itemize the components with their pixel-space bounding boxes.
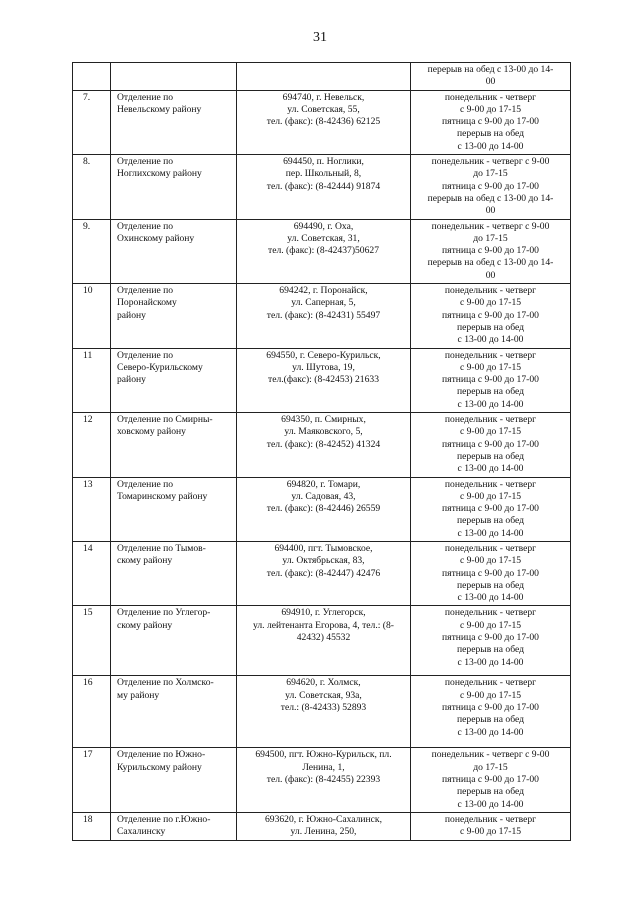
table-row [73, 748, 571, 812]
department-name-cell [111, 541, 237, 605]
table-row [73, 541, 571, 605]
address-cell-line: 694740, г. Невельск, [282, 91, 365, 103]
department-name-cell-line: Отделение по [117, 285, 174, 297]
department-name-cell-line: Отделение по [117, 156, 174, 168]
department-name-cell-line: Отделение по Холмско- [117, 677, 214, 689]
working-hours-cell-line: понедельник - четверг [444, 813, 537, 825]
department-name-cell-line: Северо-Курильскому [117, 361, 203, 373]
department-name-cell-line: Отделение по Южно- [117, 749, 206, 761]
working-hours-cell [411, 676, 571, 748]
working-hours-cell [411, 413, 571, 477]
address-cell-line: 42432) 45532 [296, 632, 351, 644]
address-cell-line: тел. (факс): (8-42444) 91874 [266, 180, 381, 192]
department-name-cell-line: Невельскому району [117, 103, 202, 115]
working-hours-cell-line: с 9-00 до 17-15 [459, 490, 522, 502]
address-cell-line: 694242, г. Поронайск, [279, 285, 368, 297]
department-name-cell-line: Отделение по Углегор- [117, 607, 211, 619]
working-hours-cell [411, 812, 571, 840]
table-row [73, 413, 571, 477]
working-hours-cell-line: понедельник - четверг [444, 677, 537, 689]
row-number-cell: 14 [73, 541, 111, 605]
working-hours-cell-line: понедельник - четверг с 9-00 [431, 156, 550, 168]
table-row [73, 477, 571, 541]
working-hours-cell-line: с 9-00 до 17-15 [459, 555, 522, 567]
row-number-cell: 17 [73, 748, 111, 812]
address-cell-line: ул. Октябрьская, 83, [282, 555, 365, 567]
department-table [72, 62, 571, 841]
address-cell-line: ул. Ленина, 250, [290, 826, 357, 838]
working-hours-cell-line: с 9-00 до 17-15 [459, 619, 522, 631]
department-name-cell-line: ховскому району [117, 426, 186, 438]
address-cell [237, 284, 411, 348]
working-hours-cell-line: пятница с 9-00 до 17-00 [442, 116, 539, 128]
working-hours-cell-line: с 9-00 до 17-15 [459, 361, 522, 373]
working-hours-cell-line: перерыв на обед с 13-00 до 14- [427, 64, 554, 75]
working-hours-cell-line: до 17-15 [473, 761, 508, 773]
working-hours-cell-line: 00 [485, 76, 496, 88]
working-hours-cell [411, 541, 571, 605]
working-hours-cell [411, 477, 571, 541]
department-name-cell-line: Томаринскому району [117, 490, 208, 502]
working-hours-cell-line: перерыв на обед [457, 644, 524, 656]
row-number-cell: 7. [73, 90, 111, 154]
working-hours-cell-line: до 17-15 [473, 232, 508, 244]
address-cell-line: тел. (факс): (8-42437)50627 [268, 245, 379, 257]
working-hours-cell-line: с 13-00 до 14-00 [457, 656, 524, 668]
working-hours-cell-line: перерыв на обед [457, 321, 524, 333]
working-hours-cell-line: пятница с 9-00 до 17-00 [442, 567, 539, 579]
working-hours-cell-line: с 13-00 до 14-00 [457, 592, 524, 604]
working-hours-cell-line: перерыв на обед [457, 450, 524, 462]
working-hours-cell-line: понедельник - четверг [444, 478, 537, 490]
department-name-cell-line: Сахалинску [117, 826, 166, 838]
table-body [73, 63, 571, 841]
address-cell-line: ул. Саперная, 5, [291, 297, 356, 309]
working-hours-cell-line: с 13-00 до 14-00 [457, 527, 524, 539]
working-hours-cell-line: с 9-00 до 17-15 [459, 297, 522, 309]
working-hours-cell-line: с 13-00 до 14-00 [457, 334, 524, 346]
table-row [73, 812, 571, 840]
working-hours-cell-line: понедельник - четверг с 9-00 [431, 220, 550, 232]
department-name-cell-line: Отделение по Смирны- [117, 414, 213, 426]
address-cell [237, 63, 411, 91]
department-name-cell [111, 63, 237, 91]
department-name-cell [111, 676, 237, 748]
working-hours-cell-line: понедельник - четверг [444, 414, 537, 426]
working-hours-cell-line: с 13-00 до 14-00 [457, 726, 524, 738]
address-cell-line: пер. Школьный, 8, [285, 168, 362, 180]
working-hours-cell-line: пятница с 9-00 до 17-00 [442, 438, 539, 450]
page-number: 31 [313, 30, 327, 45]
address-cell-line: ул. Советская, 31, [287, 232, 360, 244]
working-hours-cell-line: понедельник - четверг [444, 607, 537, 619]
working-hours-cell-line: перерыв на обед [457, 579, 524, 591]
table-row [73, 676, 571, 748]
address-cell-line: тел. (факс): (8-42436) 62125 [266, 116, 381, 128]
working-hours-cell [411, 63, 571, 91]
working-hours-cell-line: перерыв на обед [457, 786, 524, 798]
table-row [73, 155, 571, 219]
working-hours-cell [411, 155, 571, 219]
department-name-cell [111, 477, 237, 541]
working-hours-cell-line: с 13-00 до 14-00 [457, 463, 524, 475]
department-name-cell [111, 219, 237, 283]
row-number-cell: 11 [73, 348, 111, 412]
address-cell-line: 694400, пгт. Тымовское, [274, 542, 373, 554]
working-hours-cell-line: понедельник - четверг [444, 349, 537, 361]
working-hours-cell-line: перерыв на обед с 13-00 до 14- [427, 192, 554, 204]
department-name-cell [111, 90, 237, 154]
working-hours-cell-line: с 13-00 до 14-00 [457, 398, 524, 410]
address-cell-line: тел. (факс): (8-42455) 22393 [266, 774, 381, 786]
address-cell-line: 693620, г. Южно-Сахалинск, [264, 813, 382, 825]
department-name-cell-line: Отделение по [117, 349, 174, 361]
working-hours-cell-line: перерыв на обед [457, 386, 524, 398]
working-hours-cell-line: 00 [485, 205, 496, 217]
row-number-cell: 8. [73, 155, 111, 219]
working-hours-cell-line: пятница с 9-00 до 17-00 [442, 702, 539, 714]
address-cell-line: ул. Маяковского, 5, [284, 426, 363, 438]
address-cell-line: тел. (факс): (8-42446) 26559 [266, 503, 381, 515]
department-name-cell-line: Отделение по [117, 220, 174, 232]
working-hours-cell-line: с 9-00 до 17-15 [459, 689, 522, 701]
address-cell-line: тел.: (8-42433) 52893 [280, 702, 367, 714]
row-number-cell: 15 [73, 606, 111, 676]
address-cell-line: тел. (факс): (8-42447) 42476 [266, 567, 381, 579]
address-cell-line: 694820, г. Томари, [286, 478, 361, 490]
department-name-cell-line: Отделение по г.Южно- [117, 813, 211, 825]
department-name-cell-line: му району [117, 689, 160, 701]
address-cell [237, 812, 411, 840]
department-name-cell-line: Поронайскому [117, 297, 177, 309]
row-number-cell: 13 [73, 477, 111, 541]
department-name-cell-line: Ноглихскому району [117, 168, 202, 180]
table-row [73, 90, 571, 154]
working-hours-cell [411, 219, 571, 283]
department-name-cell [111, 606, 237, 676]
address-cell-line: тел.(факс): (8-42453) 21633 [268, 374, 379, 386]
address-cell [237, 219, 411, 283]
address-cell-line: ул. Садовая, 43, [291, 490, 356, 502]
row-number-cell: 16 [73, 676, 111, 748]
working-hours-cell-line: с 9-00 до 17-15 [459, 426, 522, 438]
address-cell-line: ул. Советская, 93а, [285, 689, 362, 701]
address-cell-line: ул. Советская, 55, [287, 103, 360, 115]
department-name-cell [111, 155, 237, 219]
working-hours-cell-line: понедельник - четверг [444, 285, 537, 297]
address-cell-line: тел. (факс): (8-42431) 55497 [266, 309, 381, 321]
working-hours-cell-line: пятница с 9-00 до 17-00 [442, 180, 539, 192]
table-row [73, 348, 571, 412]
department-name-cell-line: Отделение по Тымов- [117, 542, 206, 554]
department-name-cell-line: Охинскому району [117, 232, 195, 244]
working-hours-cell-line: пятница с 9-00 до 17-00 [442, 503, 539, 515]
working-hours-cell-line: пятница с 9-00 до 17-00 [442, 309, 539, 321]
address-cell-line: ул. Шутова, 19, [292, 361, 355, 373]
department-name-cell-line: Курильскому району [117, 761, 202, 773]
working-hours-cell-line: пятница с 9-00 до 17-00 [442, 245, 539, 257]
working-hours-cell [411, 748, 571, 812]
working-hours-cell-line: перерыв на обед [457, 128, 524, 140]
address-cell [237, 413, 411, 477]
department-name-cell [111, 413, 237, 477]
address-cell-line: 694350, п. Смирных, [281, 414, 366, 426]
department-name-cell [111, 348, 237, 412]
address-cell-line: 694910, г. Углегорск, [281, 607, 366, 619]
working-hours-cell-line: с 13-00 до 14-00 [457, 140, 524, 152]
address-cell [237, 541, 411, 605]
working-hours-cell-line: перерыв на обед с 13-00 до 14- [427, 257, 554, 269]
working-hours-cell-line: 00 [485, 269, 496, 281]
department-name-cell [111, 748, 237, 812]
working-hours-cell-line: пятница с 9-00 до 17-00 [442, 774, 539, 786]
working-hours-cell-line: пятница с 9-00 до 17-00 [442, 632, 539, 644]
working-hours-cell-line: до 17-15 [473, 168, 508, 180]
working-hours-cell [411, 284, 571, 348]
working-hours-cell-line: с 9-00 до 17-15 [459, 103, 522, 115]
address-cell-line: 694550, г. Северо-Курильск, [266, 349, 381, 361]
working-hours-cell [411, 606, 571, 676]
working-hours-cell-line: понедельник - четверг с 9-00 [431, 749, 550, 761]
working-hours-cell-line: пятница с 9-00 до 17-00 [442, 374, 539, 386]
department-name-cell [111, 812, 237, 840]
address-cell [237, 606, 411, 676]
working-hours-cell-line: понедельник - четверг [444, 91, 537, 103]
row-number-cell: 18 [73, 812, 111, 840]
address-cell-line: 694490, г. Оха, [293, 220, 354, 232]
row-number-cell: 9. [73, 219, 111, 283]
row-number-cell [73, 63, 111, 91]
address-cell [237, 155, 411, 219]
address-cell-line: 694450, п. Ноглики, [283, 156, 364, 168]
working-hours-cell-line: с 9-00 до 17-15 [459, 826, 522, 838]
address-cell-line: 694620, г. Холмск, [286, 677, 361, 689]
address-cell [237, 676, 411, 748]
table-row [73, 63, 571, 91]
working-hours-cell-line: перерыв на обед [457, 515, 524, 527]
department-name-cell-line: скому району [117, 555, 173, 567]
row-number-cell: 12 [73, 413, 111, 477]
address-cell-line: тел. (факс): (8-42452) 41324 [266, 438, 381, 450]
table-row [73, 219, 571, 283]
address-cell [237, 348, 411, 412]
department-name-cell-line: району [117, 309, 146, 321]
working-hours-cell-line: понедельник - четверг [444, 542, 537, 554]
table-row [73, 284, 571, 348]
working-hours-cell [411, 90, 571, 154]
address-cell-line: 694500, пгт. Южно-Курильск, пл. [255, 749, 392, 761]
working-hours-cell [411, 348, 571, 412]
department-name-cell-line: Отделение по [117, 478, 174, 490]
address-cell [237, 477, 411, 541]
working-hours-cell-line: с 13-00 до 14-00 [457, 798, 524, 810]
department-name-cell-line: Отделение по [117, 91, 174, 103]
address-cell [237, 748, 411, 812]
address-cell-line: Ленина, 1, [302, 761, 345, 773]
working-hours-cell-line: перерыв на обед [457, 714, 524, 726]
table-row [73, 606, 571, 676]
address-cell-line: ул. лейтенанта Егорова, 4, тел.: (8- [253, 619, 394, 631]
department-name-cell-line: скому району [117, 619, 173, 631]
department-name-cell-line: району [117, 374, 146, 386]
department-name-cell [111, 284, 237, 348]
address-cell [237, 90, 411, 154]
row-number-cell: 10 [73, 284, 111, 348]
